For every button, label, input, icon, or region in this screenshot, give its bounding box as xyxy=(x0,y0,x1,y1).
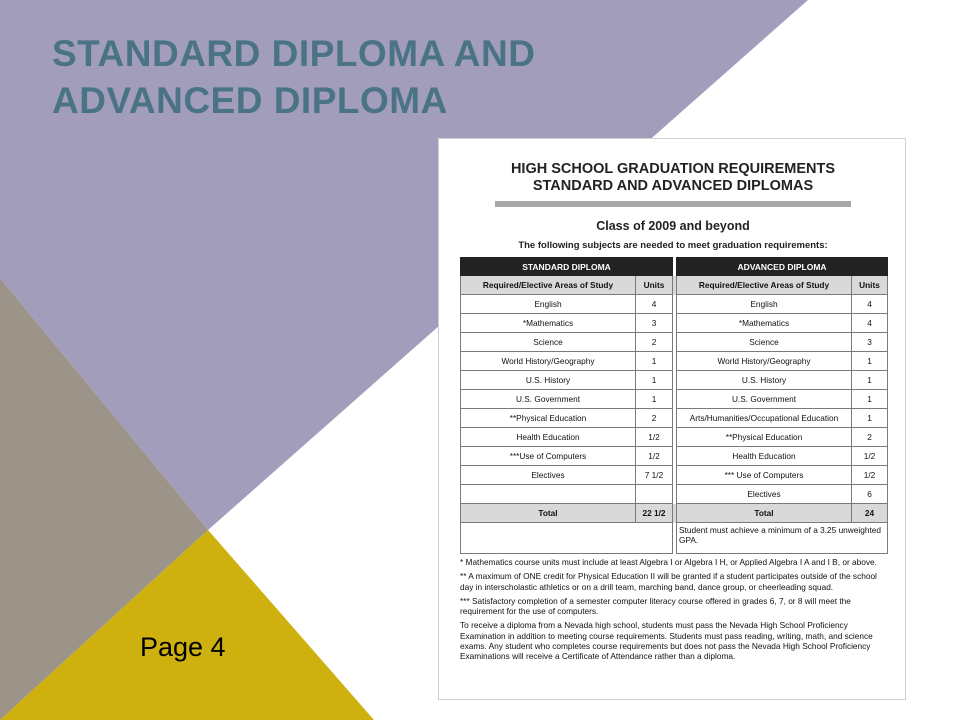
gpa-row xyxy=(461,523,888,554)
table-row xyxy=(461,485,888,504)
advanced-units: 6 xyxy=(852,485,888,504)
column-header-row xyxy=(461,276,888,295)
advanced-units: 4 xyxy=(852,295,888,314)
standard-units xyxy=(636,485,673,504)
standard-subject: English xyxy=(461,295,636,314)
advanced-units: 1 xyxy=(852,352,888,371)
advanced-subject: Electives xyxy=(677,485,852,504)
advanced-subject: World History/Geography xyxy=(677,352,852,371)
standard-subject: Science xyxy=(461,333,636,352)
table-row xyxy=(461,314,888,333)
title-divider xyxy=(495,201,851,207)
requirements-document xyxy=(438,138,906,700)
standard-units: 4 xyxy=(636,295,673,314)
footnote-proficiency-exam: To receive a diploma from a Nevada high school, students must pass the Nevada High School Proficiency Examination in addition to meeting course requirements. Students must pass reading, writing, math, and science exams. Any student who completes course requirements but does not pass the Nevada High School Proficiency Examinations will receive a Certificate of Attendance rather than a diploma. xyxy=(460,620,873,662)
standard-units: 2 xyxy=(636,409,673,428)
total-row xyxy=(461,504,888,523)
advanced-subject: *Mathematics xyxy=(677,314,852,333)
standard-subject: Electives xyxy=(461,466,636,485)
advanced-units: 1 xyxy=(852,371,888,390)
footnote-mathematics: * Mathematics course units must include at least Algebra I or Algebra I H, or Applied Algebra I A and I B, or above. xyxy=(460,557,877,567)
advanced-units: 4 xyxy=(852,314,888,333)
standard-units-header: Units xyxy=(636,276,673,295)
page-label: Page 4 xyxy=(140,632,226,662)
requirements-table xyxy=(460,257,888,554)
advanced-units: 2 xyxy=(852,428,888,447)
advanced-subject: Science xyxy=(677,333,852,352)
table-row xyxy=(461,447,888,466)
standard-units: 1 xyxy=(636,352,673,371)
standard-total-units: 22 1/2 xyxy=(636,504,673,523)
intro-line: The following subjects are needed to meet graduation requirements: xyxy=(518,240,828,251)
table-row xyxy=(461,333,888,352)
advanced-total-units: 24 xyxy=(852,504,888,523)
class-line: Class of 2009 and beyond xyxy=(596,219,750,233)
standard-units: 1 xyxy=(636,371,673,390)
standard-subject: **Physical Education xyxy=(461,409,636,428)
advanced-subject: U.S. History xyxy=(677,371,852,390)
standard-units: 3 xyxy=(636,314,673,333)
advanced-subject: English xyxy=(677,295,852,314)
advanced-units: 1 xyxy=(852,409,888,428)
standard-subject xyxy=(461,485,636,504)
standard-total-label: Total xyxy=(461,504,636,523)
standard-units: 2 xyxy=(636,333,673,352)
footnote-physical-education: ** A maximum of ONE credit for Physical Education II will be granted if a student participates outside of the school day in interscholastic athletics or on a drill team, marching band, dance group, or cheerleading squad. xyxy=(460,571,877,592)
standard-subject: World History/Geography xyxy=(461,352,636,371)
advanced-units: 1 xyxy=(852,390,888,409)
advanced-subject: U.S. Government xyxy=(677,390,852,409)
document-title xyxy=(439,161,907,195)
advanced-units-header: Units xyxy=(852,276,888,295)
table-row xyxy=(461,428,888,447)
advanced-subject: Arts/Humanities/Occupational Education xyxy=(677,409,852,428)
standard-subject: ***Use of Computers xyxy=(461,447,636,466)
advanced-units: 3 xyxy=(852,333,888,352)
footnote-computers: *** Satisfactory completion of a semester computer literacy course offered in grades 6, 7, or 8 will meet the requirement for the use of computers. xyxy=(460,595,851,617)
standard-subject: U.S. History xyxy=(461,371,636,390)
table-row xyxy=(461,371,888,390)
table-row xyxy=(461,466,888,485)
standard-units: 1/2 xyxy=(636,447,673,466)
advanced-total-label: Total xyxy=(677,504,852,523)
footnotes xyxy=(460,557,890,666)
slide-title-line-2: ADVANCED DIPLOMA xyxy=(52,80,448,121)
table-row xyxy=(461,352,888,371)
standard-subject: U.S. Government xyxy=(461,390,636,409)
diploma-header-row xyxy=(461,258,888,276)
advanced-area-header: Required/Elective Areas of Study xyxy=(677,276,852,295)
gpa-note: Student must achieve a minimum of a 3.25 unweighted GPA. xyxy=(677,523,888,554)
slide-title xyxy=(52,30,535,124)
standard-units: 1 xyxy=(636,390,673,409)
advanced-subject: *** Use of Computers xyxy=(677,466,852,485)
standard-units: 1/2 xyxy=(636,428,673,447)
slide-title-line-1: STANDARD DIPLOMA AND xyxy=(52,33,536,74)
table-row xyxy=(461,409,888,428)
document-title-line-2: STANDARD AND ADVANCED DIPLOMAS xyxy=(532,178,814,194)
standard-units: 7 1/2 xyxy=(636,466,673,485)
standard-area-header: Required/Elective Areas of Study xyxy=(461,276,636,295)
standard-subject: *Mathematics xyxy=(461,314,636,333)
advanced-units: 1/2 xyxy=(852,466,888,485)
standard-subject: Health Education xyxy=(461,428,636,447)
advanced-subject: Health Education xyxy=(677,447,852,466)
standard-diploma-header: STANDARD DIPLOMA xyxy=(461,258,673,276)
advanced-units: 1/2 xyxy=(852,447,888,466)
advanced-subject: **Physical Education xyxy=(677,428,852,447)
table-row xyxy=(461,390,888,409)
document-title-line-1: HIGH SCHOOL GRADUATION REQUIREMENTS xyxy=(510,161,836,177)
table-row xyxy=(461,295,888,314)
advanced-diploma-header: ADVANCED DIPLOMA xyxy=(677,258,888,276)
